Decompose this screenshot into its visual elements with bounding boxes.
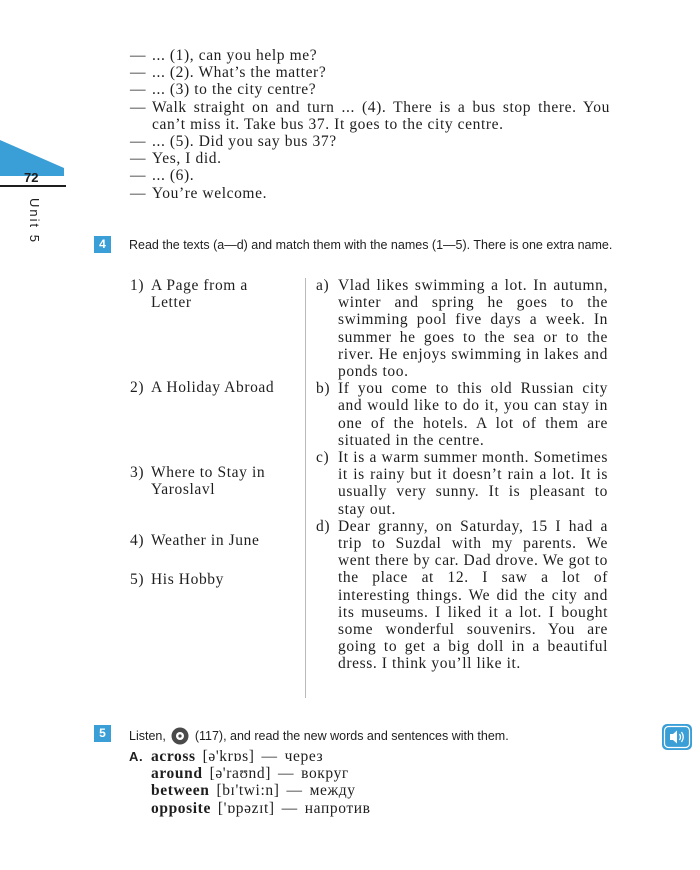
vocab-row: opposite ['ɒpəzɪt] — напротив bbox=[151, 799, 371, 817]
unit-label: Unit 5 bbox=[27, 198, 42, 244]
dialogue-line: — ... (1), can you help me? bbox=[130, 47, 318, 64]
cd-icon[interactable] bbox=[171, 727, 189, 745]
text-item: b) If you come to this old Russian city and would like to do it, you can stay in one of the hotels. A lot of them are situated in the centre. bbox=[316, 380, 608, 449]
dialogue-line: — ... (2). What’s the matter? bbox=[130, 64, 327, 82]
title-item: 2) A Holiday Abroad bbox=[130, 379, 275, 396]
audio-play-button[interactable] bbox=[662, 724, 692, 750]
vocabulary-list bbox=[129, 748, 371, 817]
title-item: 3) Where to Stay in Yaroslavl bbox=[130, 464, 266, 499]
exercise-5-number: 5 bbox=[94, 725, 111, 742]
dialogue-line: — Walk straight on and turn ... (4). There is a bus stop there. You can’t miss it. Take bus 37. It goes to the city centre. bbox=[130, 98, 610, 133]
text-item: c) It is a warm summer month. Sometimes it is rainy but it doesn’t rain a lot. It is usually very sunny. It is pleasant to stay out. bbox=[316, 449, 608, 518]
dialogue-line: — ... (3) to the city centre? bbox=[130, 81, 317, 99]
exercise-4-instruction: Read the texts (a—d) and match them with the names (1—5). There is one extra name. bbox=[129, 238, 613, 252]
dialogue-line: — You’re welcome. bbox=[130, 184, 268, 202]
page-number: 72 bbox=[24, 170, 39, 185]
dialogue-line: — Yes, I did. bbox=[130, 150, 222, 168]
section-label: A. bbox=[129, 749, 144, 764]
dialogue-line: — ... (6). bbox=[130, 167, 195, 185]
title-item: 5) His Hobby bbox=[130, 571, 225, 588]
exercise-4-number: 4 bbox=[94, 236, 111, 253]
dialogue bbox=[130, 47, 610, 202]
column-divider bbox=[305, 278, 306, 698]
text-item: d) Dear granny, on Saturday, 15 I had a trip to Suzdal with my parents. We went there by car. Dad drove. We got to the place at 12. I saw a lot of interesting things. We did the city and its museums. I liked it a lot. I bought some wonderful souvenirs. You are going to get a big doll in a beautiful dress. I think you’ll like it. bbox=[316, 517, 608, 673]
dialogue-line: — ... (5). Did you say bus 37? bbox=[130, 133, 337, 151]
title-item: 1) A Page from a Letter bbox=[130, 277, 248, 312]
matching-texts bbox=[316, 277, 608, 673]
vocab-row: between [bɪ'twi:n] — между bbox=[151, 782, 356, 800]
exercise-5-instruction: Listen, (117), and read the new words and sentences with them. bbox=[129, 729, 509, 743]
title-item: 4) Weather in June bbox=[130, 532, 260, 549]
vocab-row: around [ə'raʊnd] — вокруг bbox=[151, 765, 349, 783]
text-item: a) Vlad likes swimming a lot. In autumn, winter and spring he goes to the swimming pool five days a week. In summer he goes to the sea or to the river. He enjoys swimming in lakes and ponds too. bbox=[316, 277, 608, 381]
vocab-row: A. across [ə'krɒs] — через bbox=[129, 748, 324, 765]
